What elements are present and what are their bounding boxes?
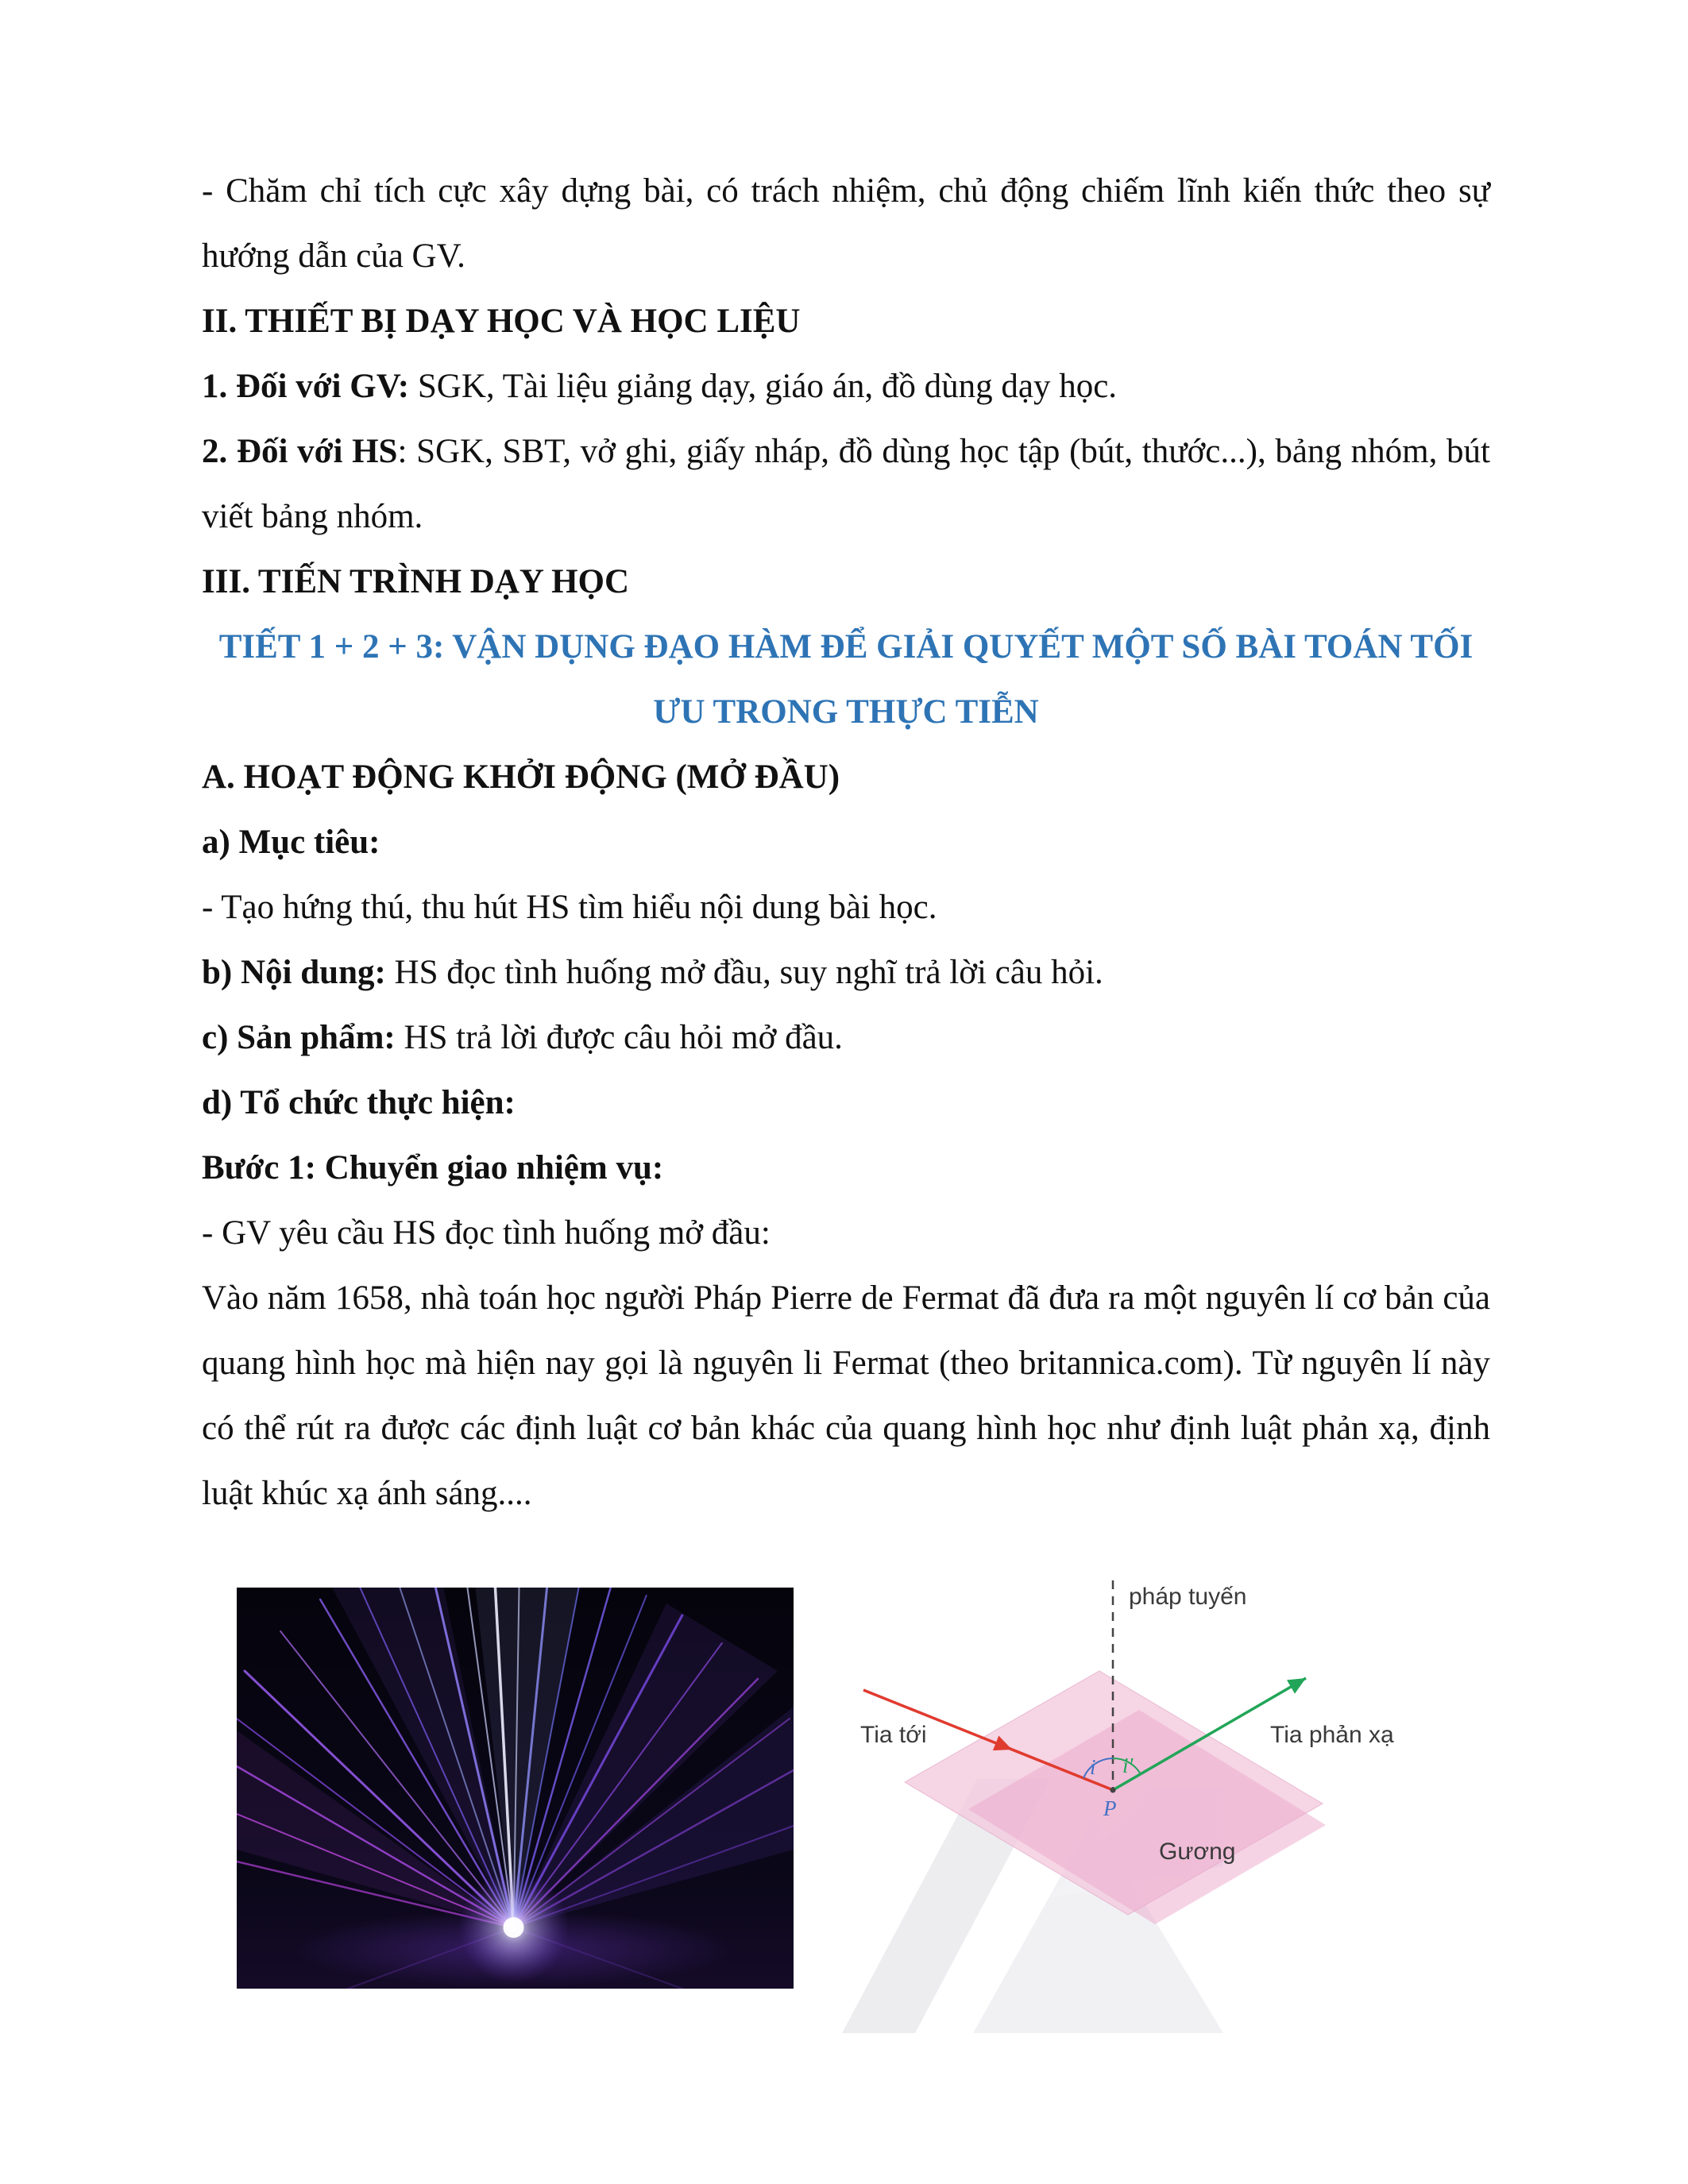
reflected-ray-arrowhead xyxy=(1287,1671,1310,1693)
angle-incident-label: i xyxy=(1090,1755,1096,1779)
lesson-title: TIẾT 1 + 2 + 3: VẬN DỤNG ĐẠO HÀM ĐỂ GIẢI QUYẾT MỘT SỐ BÀI TOÁN TỐI ƯU TRONG THỰC TIỄN xyxy=(218,628,1474,731)
paragraph-gv-lead: 1. Đối với GV: xyxy=(202,368,410,405)
reflection-diagram xyxy=(849,1571,1435,1999)
laser-show-image xyxy=(237,1588,794,1989)
paragraph-product-lead: c) Sản phẩm: xyxy=(202,1019,396,1056)
paragraph-content-rest: HS đọc tình huống mở đầu, suy nghĩ trả lời câu hỏi. xyxy=(385,954,1103,991)
paragraph-product-rest: HS trả lời được câu hỏi mở đầu. xyxy=(395,1019,843,1056)
paragraph-goal: - Tạo hứng thú, thu hút HS tìm hiểu nội dung bài học. xyxy=(202,889,937,926)
paragraph-hs xyxy=(202,419,1490,550)
mirror-label: Gương xyxy=(1159,1839,1236,1865)
paragraph-product xyxy=(202,1005,1490,1071)
incident-ray-label: Tia tới xyxy=(860,1722,927,1748)
paragraph-request: - GV yêu cầu HS đọc tình huống mở đầu: xyxy=(202,1214,771,1252)
paragraph-hs-rest: : SGK, SBT, vở ghi, giấy nháp, đồ dùng học tập (bút, thước...), bảng nhóm, bút viết bảng nhóm. xyxy=(202,433,1491,535)
document-body xyxy=(202,159,1490,1526)
heading-equipment: II. THIẾT BỊ DẠY HỌC VÀ HỌC LIỆU xyxy=(202,303,801,340)
heading-organization: d) Tổ chức thực hiện: xyxy=(202,1084,516,1121)
heading-objective: a) Mục tiêu: xyxy=(202,824,380,861)
paragraph-discipline: - Chăm chỉ tích cực xây dựng bài, có trách nhiệm, chủ động chiếm lĩnh kiến thức theo sự hướng dẫn của GV. xyxy=(202,172,1490,275)
paragraph-content-lead: b) Nội dung: xyxy=(202,954,386,991)
paragraph-hs-lead: 2. Đối với HS xyxy=(202,433,398,470)
heading-process: III. TIẾN TRÌNH DẠY HỌC xyxy=(202,563,630,600)
heading-step1: Bước 1: Chuyển giao nhiệm vụ: xyxy=(202,1149,664,1187)
angle-reflected-label: i' xyxy=(1122,1754,1134,1777)
reflected-ray-label: Tia phản xạ xyxy=(1270,1722,1394,1748)
paragraph-fermat: Vào năm 1658, nhà toán học người Pháp Pierre de Fermat đã đưa ra một nguyên lí cơ bản của quang hình học mà hiện nay gọi là nguyên li Fermat (theo britannica.com). Từ nguyên lí này có thể rút ra được các định luật cơ bản khác của quang hình học như định luật phản xạ, định luật khúc xạ ánh sáng.... xyxy=(202,1279,1490,1512)
paragraph-gv xyxy=(202,354,1490,419)
heading-activity-a: A. HOẠT ĐỘNG KHỞI ĐỘNG (MỞ ĐẦU) xyxy=(202,758,840,796)
point-p-label: P xyxy=(1103,1796,1117,1820)
paragraph-content xyxy=(202,940,1490,1005)
normal-label: pháp tuyến xyxy=(1129,1584,1247,1610)
incidence-point xyxy=(1111,1788,1116,1793)
paragraph-gv-rest: SGK, Tài liệu giảng dạy, giáo án, đồ dùng dạy học. xyxy=(409,368,1118,405)
